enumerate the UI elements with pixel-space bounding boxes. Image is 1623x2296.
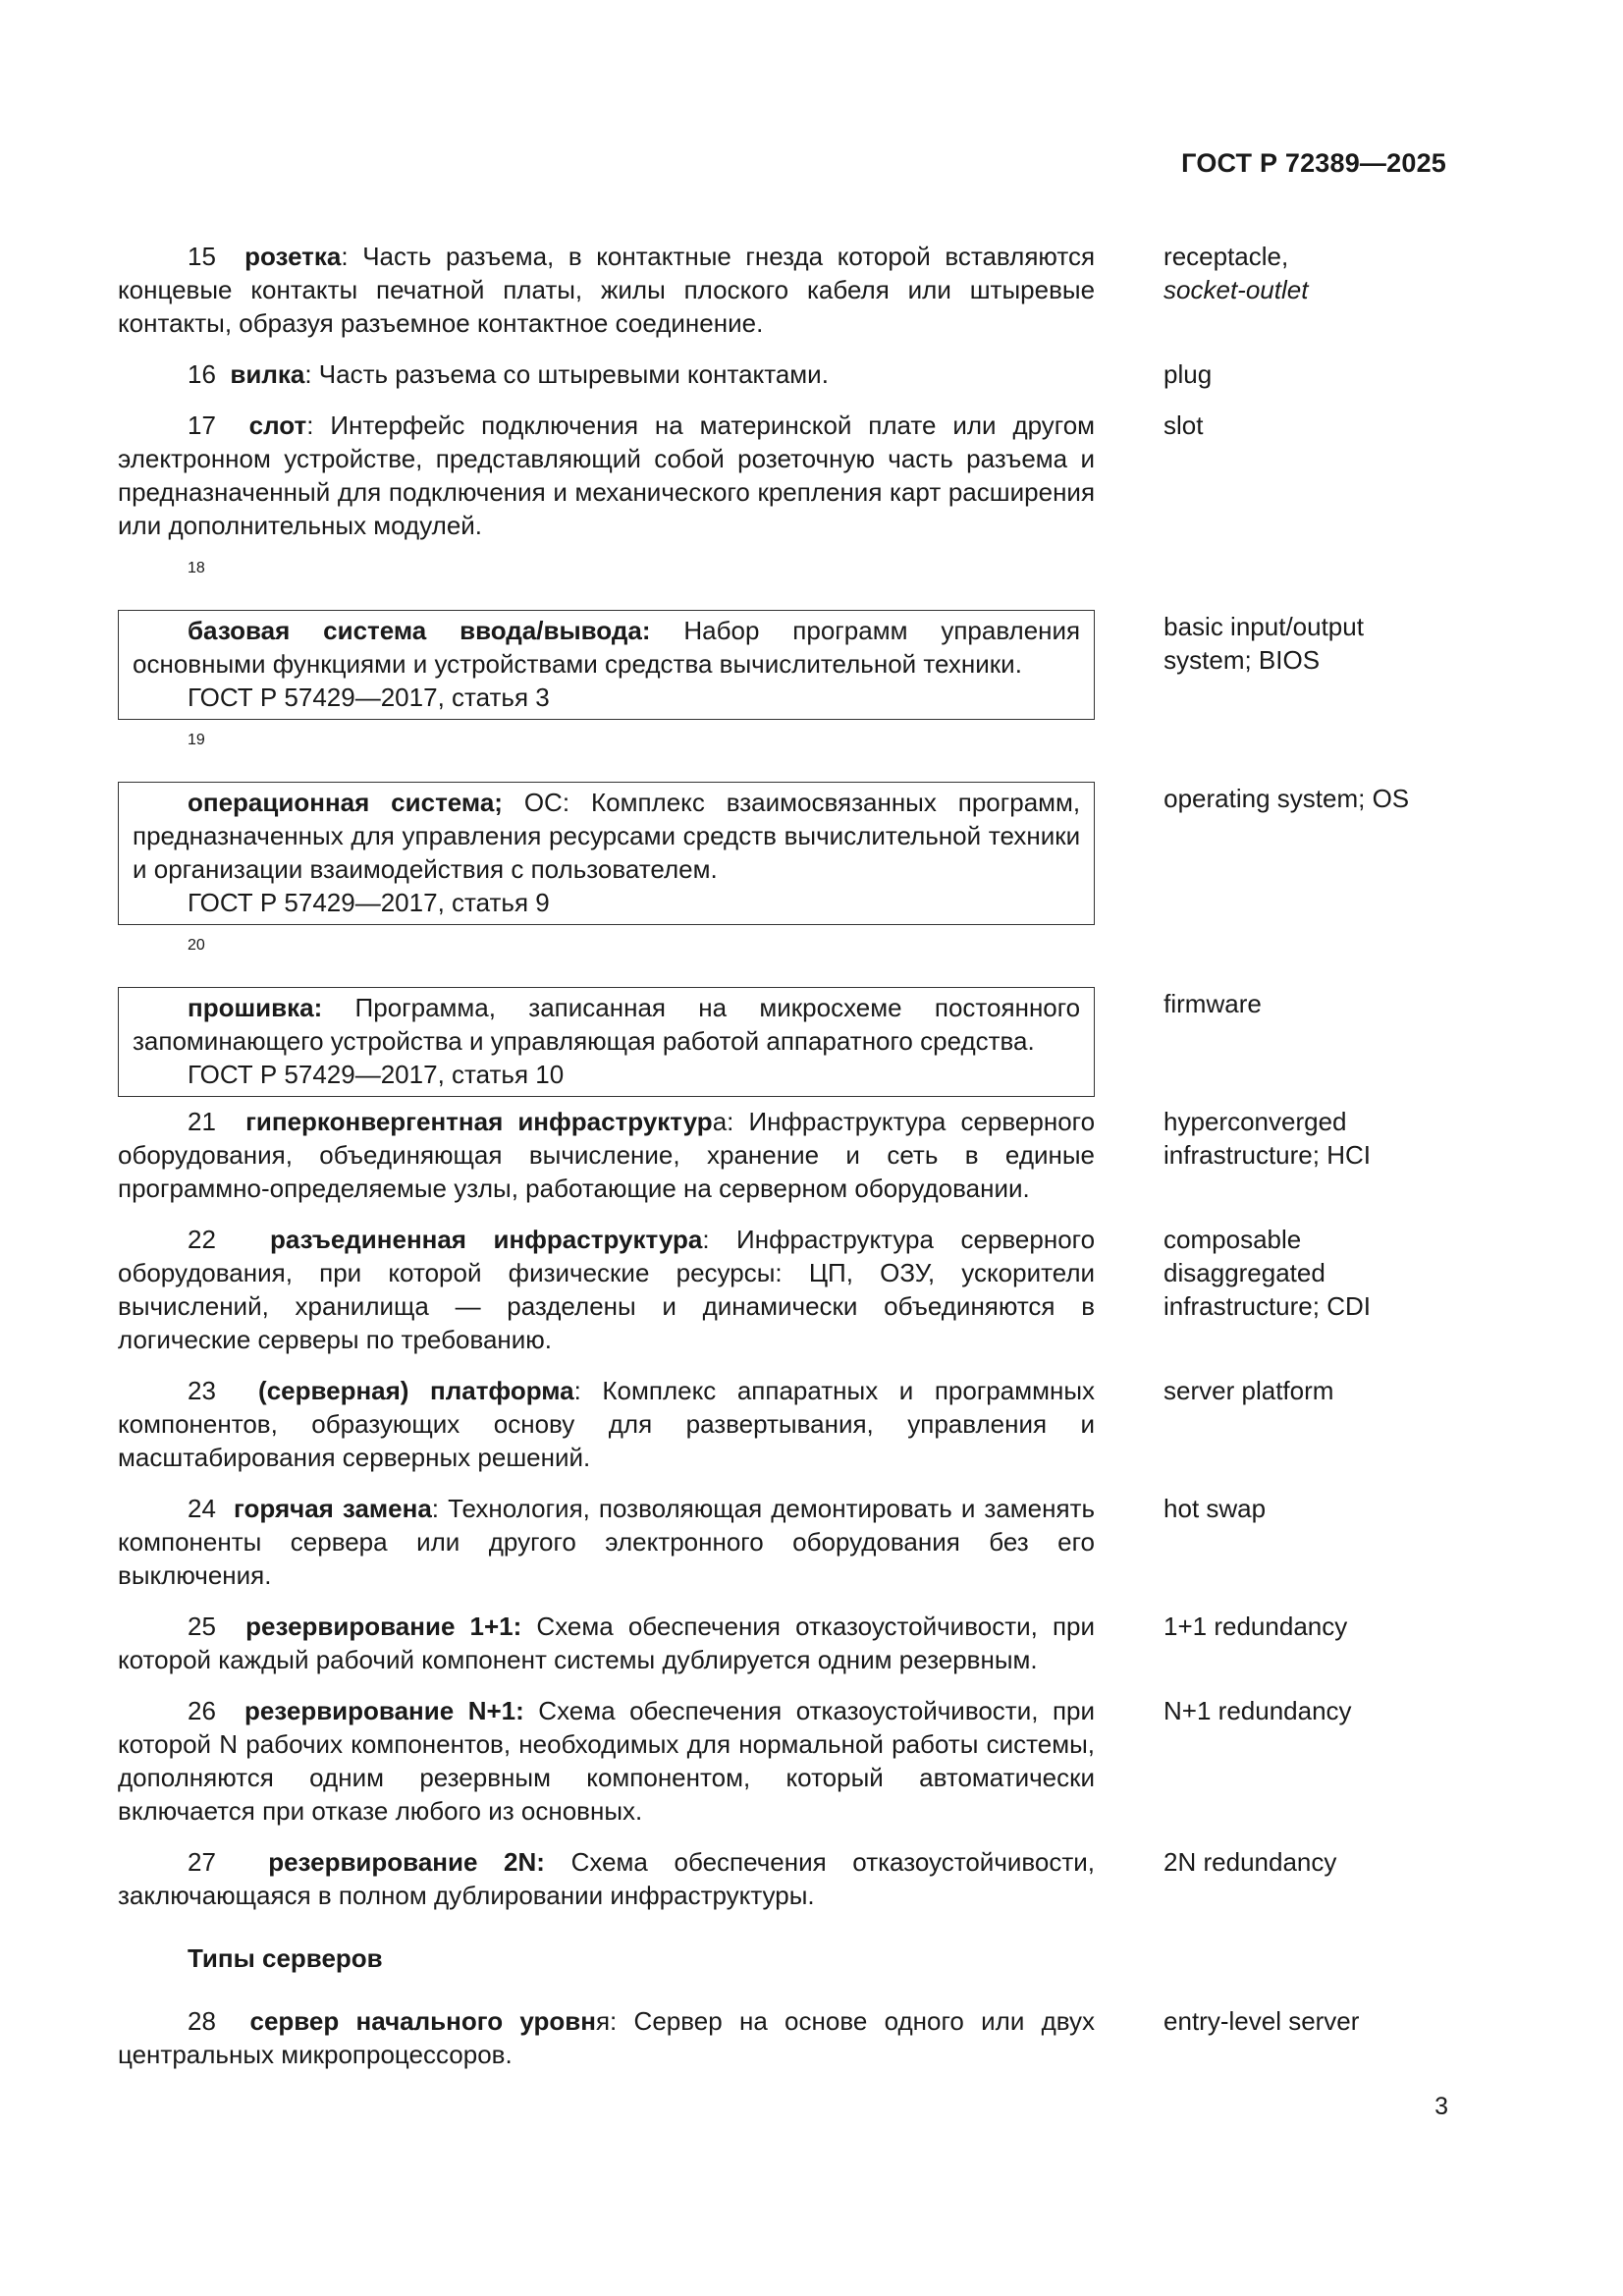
entry-number: 18 bbox=[188, 560, 205, 576]
term-entry-21: 21 гиперконвергентная инфраструктура: Инфраструктура серверного оборудования, объединяющая вычисление, хранение и сеть в единые программно-определяемые узлы, работающие на серверном оборудовании. hyperconverged infrastructure; HCI bbox=[118, 1105, 1453, 1205]
term-definition: Инфраструктура серверного оборудования, при которой физические ресурсы: ЦП, ОЗУ, ускорители вычислений, хранилища — разделены и динамически объединяются в логические серверы по требованию. bbox=[118, 1225, 1096, 1354]
term-definition: Часть разъема, в контактные гнезда которой вставляются концевые контакты печатной платы, жилы плоского кабеля или штыревые контакты, образуя разъемное контактное соединение. bbox=[118, 242, 1096, 338]
term-source: ГОСТ Р 57429—2017, статья 3 bbox=[188, 683, 550, 712]
term-definition: Сервер на основе одного или двух центральных микропроцессоров. bbox=[118, 2006, 1096, 2069]
entry-number: 26 bbox=[188, 1696, 216, 1725]
term-entry-26 bbox=[118, 1694, 1453, 1828]
term-name: резервирование 2N: bbox=[268, 1847, 545, 1877]
term-name: сервер начального уровн bbox=[249, 2006, 596, 2036]
english-equivalent: slot bbox=[1163, 410, 1204, 440]
term-definition: Схема обеспечения отказоустойчивости, при которой каждый рабочий компонент системы дублируется одним резервным. bbox=[118, 1612, 1096, 1674]
borrowed-term-box bbox=[118, 610, 1095, 720]
term-entry-24: 24 горячая замена: Технология, позволяющая демонтировать и заменять компоненты сервера или другого электронного оборудования без его выключения. hot swap bbox=[118, 1492, 1453, 1592]
entry-number: 23 bbox=[188, 1376, 216, 1405]
entry-number: 27 bbox=[188, 1847, 216, 1877]
entry-number: 22 bbox=[188, 1225, 216, 1254]
english-equivalent: receptacle, socket-outlet bbox=[1163, 242, 1309, 304]
term-name: резервирование 1+1: bbox=[245, 1612, 522, 1641]
term-definition: Программа, записанная на микросхеме постоянного запоминающего устройства и управляющая работой аппаратного средства. bbox=[133, 993, 1081, 1056]
term-entry-15: 15 розетка: Часть разъема, в контактные гнезда которой вставляются концевые контакты печатной платы, жилы плоского кабеля или штыревые контакты, образуя разъемное контактное соединение. receptacle, socket-outlet bbox=[118, 240, 1453, 340]
english-equivalent: hot swap bbox=[1163, 1494, 1267, 1523]
term-entry-18 bbox=[118, 610, 1453, 720]
term-definition: Часть разъема со штыревыми контактами. bbox=[311, 359, 829, 389]
term-entry-28: 28 сервер начального уровня: Сервер на основе одного или двух центральных микропроцессоров. entry-level server bbox=[118, 2004, 1453, 2071]
entry-number: 28 bbox=[188, 2006, 216, 2036]
term-definition: Схема обеспечения отказоустойчивости, заключающаяся в полном дублировании инфраструктуры. bbox=[118, 1847, 1096, 1910]
term-name: (серверная) платформа bbox=[258, 1376, 574, 1405]
english-equivalent: 1+1 redundancy bbox=[1163, 1612, 1348, 1641]
term-name: операционная система; bbox=[188, 788, 503, 817]
term-name: разъединенная инфраструктура bbox=[269, 1225, 703, 1254]
entry-number: 19 bbox=[188, 732, 205, 748]
term-definition: Набор программ управления основными функциями и устройствами средства вычислительной техники. bbox=[133, 616, 1081, 679]
entry-number: 17 bbox=[188, 410, 216, 440]
entry-number: 15 bbox=[188, 242, 216, 271]
term-entry-19 bbox=[118, 782, 1453, 925]
standard-designation: ГОСТ Р 72389—2025 bbox=[1181, 148, 1446, 178]
borrowed-term-box bbox=[118, 987, 1095, 1097]
borrowed-term-box bbox=[118, 782, 1095, 925]
term-entry-23: 23 (серверная) платформа: Комплекс аппаратных и программных компонентов, образующих основу для развертывания, управления и масштабирования серверных решений. server platform bbox=[118, 1374, 1453, 1474]
entry-number: 24 bbox=[188, 1494, 216, 1523]
page-number: 3 bbox=[1434, 2093, 1448, 2120]
english-equivalent: server platform bbox=[1163, 1376, 1334, 1405]
term-name: вилка bbox=[230, 359, 305, 389]
entry-number: 25 bbox=[188, 1612, 216, 1641]
term-definition: Комплекс аппаратных и программных компонентов, образующих основу для развертывания, управления и масштабирования серверных решений. bbox=[118, 1376, 1096, 1472]
english-equivalent: composable disaggregated infrastructure; CDI bbox=[1163, 1225, 1371, 1321]
term-name: гиперконвергентная инфраструктур bbox=[245, 1107, 713, 1136]
term-name: прошивка: bbox=[188, 993, 323, 1022]
term-name: розетка bbox=[244, 242, 342, 271]
term-entry-27 bbox=[118, 1845, 1453, 1912]
term-entry-17: 17 слот: Интерфейс подключения на материнской плате или другом электронном устройстве, представляющий собой розеточную часть разъема и предназначенный для подключения и механического крепления карт расширения или дополнительных модулей. slot bbox=[118, 409, 1453, 542]
english-equivalent: hyperconverged infrastructure; HCI bbox=[1163, 1107, 1371, 1170]
term-name: слот bbox=[248, 410, 307, 440]
term-definition: Инфраструктура серверного оборудования, объединяющая вычисление, хранение и сеть в единые программно-определяемые узлы, работающие на серверном оборудовании. bbox=[118, 1107, 1096, 1203]
entry-number: 16 bbox=[188, 359, 216, 389]
section-heading: Типы серверов bbox=[188, 1943, 383, 1973]
term-entry-22: 22 разъединенная инфраструктура: Инфраструктура серверного оборудования, при которой физические ресурсы: ЦП, ОЗУ, ускорители вычислений, хранилища — разделены и динамически объединяются в логические серверы по требованию. composable disaggregated infrastructure; CDI bbox=[118, 1223, 1453, 1356]
term-entry-25 bbox=[118, 1610, 1453, 1676]
term-entry-16: 16 вилка: Часть разъема со штыревыми контактами. plug bbox=[118, 357, 1453, 391]
term-definition: Интерфейс подключения на материнской плате или другом электронном устройстве, представляющий собой розеточную часть разъема и предназначенный для подключения и механического крепления карт расширения или дополнительных модулей. bbox=[118, 410, 1096, 540]
term-name: базовая система ввода/вывода: bbox=[188, 616, 651, 645]
term-name: резервирование N+1: bbox=[243, 1696, 524, 1725]
terms-list bbox=[118, 240, 1453, 2071]
entry-number: 21 bbox=[188, 1107, 216, 1136]
term-definition: ОС: Комплекс взаимосвязанных программ, предназначенных для управления ресурсами средств вычислительной техники и организации взаимодействия с пользователем. bbox=[133, 788, 1081, 884]
english-equivalent: 2N redundancy bbox=[1163, 1847, 1337, 1877]
english-equivalent: plug bbox=[1163, 359, 1213, 389]
english-equivalent: N+1 redundancy bbox=[1163, 1696, 1352, 1725]
term-source: ГОСТ Р 57429—2017, статья 10 bbox=[188, 1060, 565, 1089]
term-definition: Технология, позволяющая демонтировать и заменять компоненты сервера или другого электронного оборудования без его выключения. bbox=[118, 1494, 1096, 1590]
english-equivalent: operating system; OS bbox=[1163, 784, 1410, 813]
term-name: горячая замена bbox=[234, 1494, 432, 1523]
term-entry-20 bbox=[118, 987, 1453, 1097]
english-equivalent: basic input/output system; BIOS bbox=[1163, 612, 1364, 675]
english-equivalent: entry-level server bbox=[1163, 2006, 1360, 2036]
entry-number: 20 bbox=[188, 937, 205, 954]
english-equivalent: firmware bbox=[1163, 989, 1262, 1018]
term-definition: Схема обеспечения отказоустойчивости, при которой N рабочих компонентов, необходимых для нормальной работы системы, дополняются одним резервным компонентом, который автоматически включается при отказе любого из основных. bbox=[118, 1696, 1096, 1826]
term-source: ГОСТ Р 57429—2017, статья 9 bbox=[188, 888, 550, 917]
